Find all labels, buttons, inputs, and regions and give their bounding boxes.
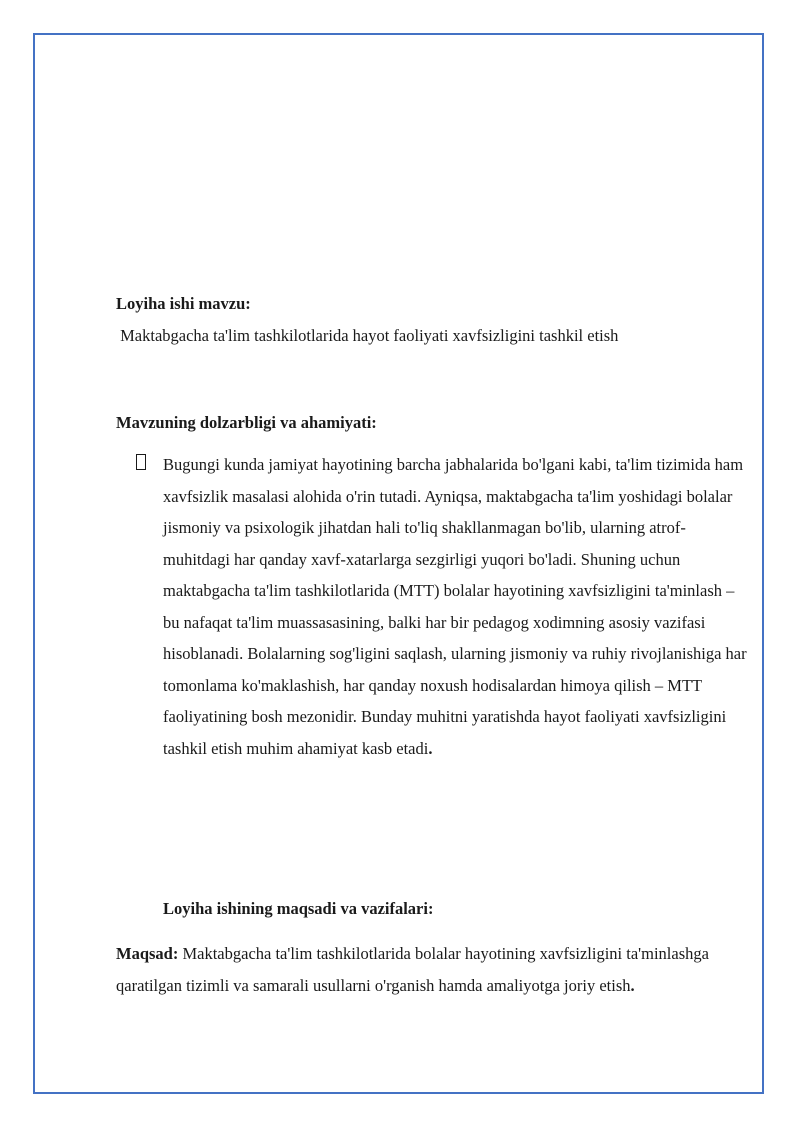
relevance-paragraph	[163, 449, 748, 764]
topic-text: Maktabgacha ta'lim tashkilotlarida hayot faoliyati xavfsizligini tashkil etish	[116, 326, 619, 345]
relevance-paragraph-text: Bugungi kunda jamiyat hayotining barcha jabhalarida bo'lgani kabi, ta'lim tizimida ham xavfsizlik masalasi alohida o'rin tutadi. Ayniqsa, maktabgacha ta'lim yoshidagi bolalar jismoniy va psixologik jihatdan hali to'liq shakllanmagan bo'lib, ularning atrof-muhitdagi har qanday xavf-xatarlarga sezgirligi yuqori bo'ladi. Shuning uchun maktabgacha ta'lim tashkilotlarida (MTT) bolalar hayotining xavfsizligini ta'minlash – bu nafaqat ta'lim muassasasining, balki har bir pedagog xodimning asosiy vazifasi hisoblanadi. Bolalarning sog'ligini saqlash, ularning jismoniy va ruhiy rivojlanishiga har tomonlama ko'maklashish, har qanday noxush hodisalardan himoya qilish – MTT faoliyatining bosh mezonidir. Bunday muhitni yaratishda hayot faoliyati xavfsizligini tashkil etish muhim ahamiyat kasb etadi	[163, 455, 747, 758]
goal-paragraph	[116, 938, 746, 1001]
relevance-paragraph-end: .	[428, 738, 433, 758]
goals-heading: Loyiha ishining maqsadi va vazifalari:	[163, 899, 434, 918]
bullet-marker-icon	[136, 454, 146, 470]
relevance-heading: Mavzuning dolzarbligi va ahamiyati:	[116, 413, 377, 432]
goal-text: Maktabgacha ta'lim tashkilotlarida bolalar hayotining xavfsizligini ta'minlashga qaratilgan tizimli va samarali usullarni o'rganish hamda amaliyotga joriy etish	[116, 944, 709, 995]
goal-label: Maqsad:	[116, 944, 179, 963]
goal-end: .	[630, 975, 635, 995]
topic-label: Loyiha ishi mavzu:	[116, 294, 251, 313]
